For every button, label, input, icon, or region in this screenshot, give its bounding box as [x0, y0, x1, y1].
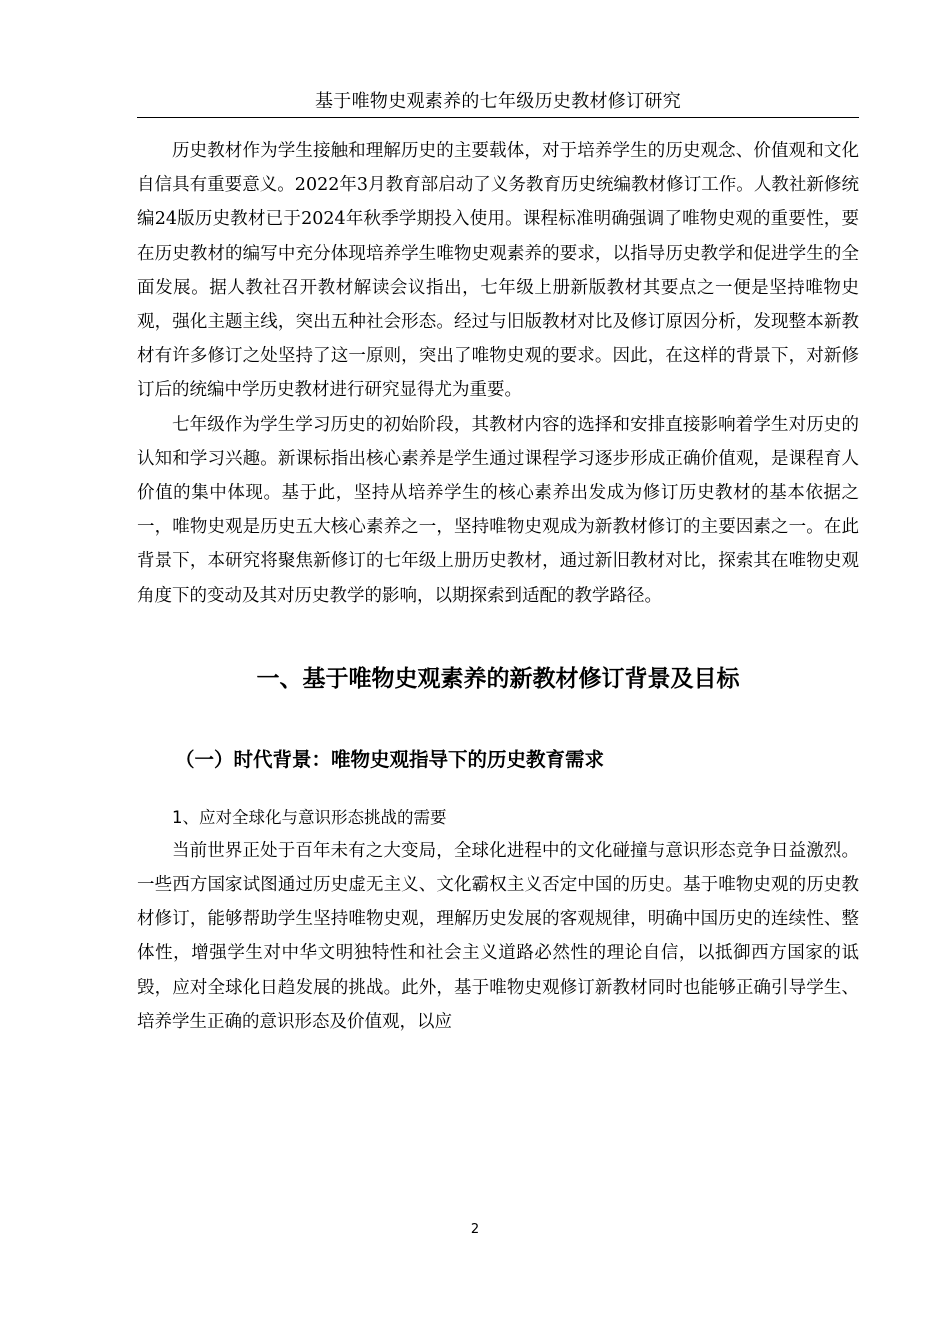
header-rule — [137, 117, 859, 118]
running-header: 基于唯物史观素养的七年级历史教材修订研究 — [315, 91, 681, 112]
intro-paragraph-1: 历史教材作为学生接触和理解历史的主要载体，对于培养学生的历史观念、价值观和文化自信具有重要意义。2022年3月教育部启动了义务教育历史统编教材修订工作。人教社新修统编24版历史教材已于2024年秋季学期投入使用。课程标准明确强调了唯物史观的重要性，要在历史教材的编写中充分体现培养学生唯物史观素养的要求，以指导历史教学和促进学生的全面发展。据人教社召开教材解读会议指出，七年级上册新版教材其要点之一便是坚持唯物史观，强化主题主线，突出五种社会形态。经过与旧版教材对比及修订原因分析，发现整本新教材有许多修订之处坚持了这一原则，突出了唯物史观的要求。因此，在这样的背景下，对新修订后的统编中学历史教材进行研究显得尤为重要。 — [137, 141, 859, 401]
chapter-heading: 一、基于唯物史观素养的新教材修订背景及目标 — [256, 665, 740, 692]
intro-paragraph-2: 七年级作为学生学习历史的初始阶段，其教材内容的选择和安排直接影响着学生对历史的认知和学习兴趣。新课标指出核心素养是学生通过课程学习逐步形成正确价值观，是课程育人价值的集中体现。基于此，坚持从培养学生的核心素养出发成为修订历史教材的基本依据之一，唯物史观是历史五大核心素养之一，坚持唯物史观成为新教材修订的主要因素之一。在此背景下，本研究将聚焦新修订的七年级上册历史教材，通过新旧教材对比，探索其在唯物史观角度下的变动及其对历史教学的影响，以期探索到适配的教学路径。 — [137, 414, 859, 606]
subsection-heading: 1、应对全球化与意识形态挑战的需要 — [172, 807, 447, 827]
subsection-paragraph: 当前世界正处于百年未有之大变局，全球化进程中的文化碰撞与意识形态竞争日益激烈。一些西方国家试图通过历史虚无主义、文化霸权主义否定中国的历史。基于唯物史观的历史教材修订，能够帮助学生坚持唯物史观，理解历史发展的客观规律，明确中国历史的连续性、整体性，增强学生对中华文明独特性和社会主义道路必然性的理论自信，以抵御西方国家的诋毁，应对全球化日趋发展的挑战。此外，基于唯物史观修订新教材同时也能够正确引导学生、培养学生正确的意识形态及价值观，以应 — [137, 840, 859, 1032]
page-body — [137, 134, 859, 1039]
section-heading: （一）时代背景：唯物史观指导下的历史教育需求 — [175, 747, 605, 771]
page-number: 2 — [470, 1222, 480, 1237]
